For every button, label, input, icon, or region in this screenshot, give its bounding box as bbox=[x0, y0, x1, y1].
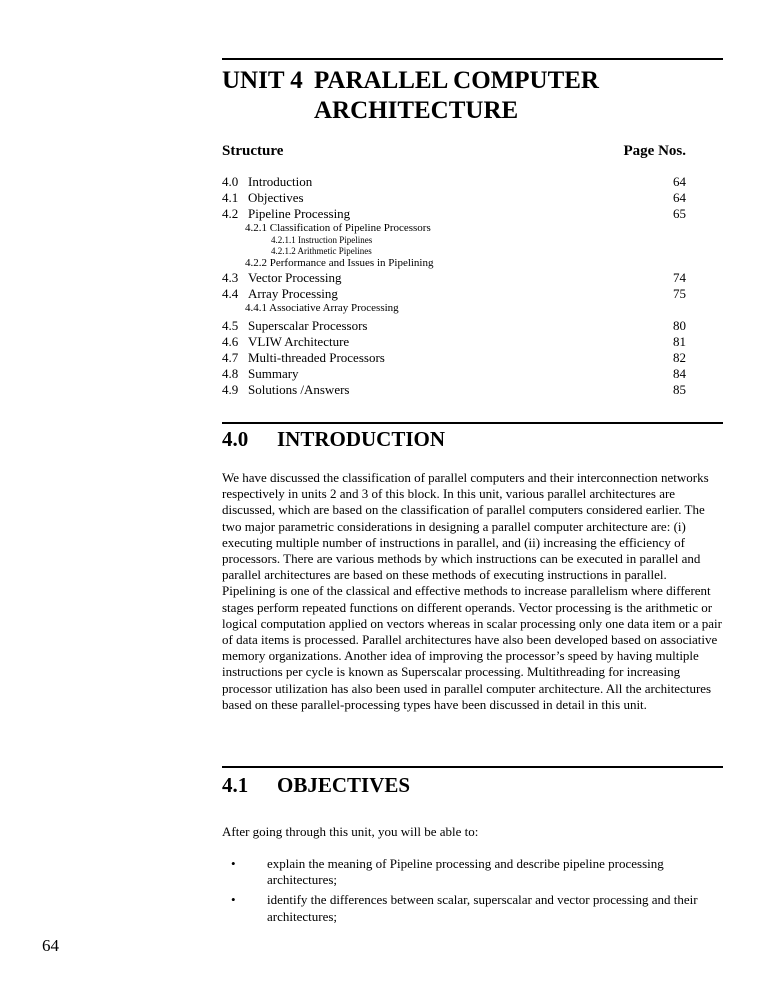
toc-entry-4-8 bbox=[222, 366, 723, 382]
bullet-icon: • bbox=[231, 892, 236, 908]
objectives-list bbox=[222, 856, 723, 929]
section-title: INTRODUCTION bbox=[277, 427, 446, 451]
structure-header bbox=[222, 142, 723, 160]
section-rule-introduction bbox=[222, 422, 723, 424]
toc-subsubentry-4-2-1-2: 4.2.1.2 Arithmetic Pipelines bbox=[271, 246, 372, 256]
toc-entry-page: 81 bbox=[673, 334, 686, 349]
toc-entry-title: Introduction bbox=[248, 174, 313, 189]
toc-entry-number: 4.1 bbox=[222, 190, 239, 205]
toc-entry-4-9 bbox=[222, 382, 723, 398]
toc-entry-page: 85 bbox=[673, 382, 686, 397]
toc-entry-number: 4.8 bbox=[222, 366, 239, 381]
unit-number: UNIT 4 bbox=[222, 67, 303, 94]
toc-entry-page: 74 bbox=[673, 270, 686, 285]
unit-title bbox=[222, 66, 723, 126]
toc-entry-4-1 bbox=[222, 190, 723, 206]
toc-entry-page: 84 bbox=[673, 366, 686, 381]
toc-entry-4-4 bbox=[222, 286, 723, 302]
objective-text: explain the meaning of Pipeline processing and describe pipeline processing architectures; bbox=[267, 856, 664, 888]
toc-subentry-4-4-1: 4.4.1 Associative Array Processing bbox=[245, 302, 399, 314]
toc-subentry-4-2-1: 4.2.1 Classification of Pipeline Processors bbox=[245, 222, 431, 234]
objectives-intro: After going through this unit, you will be able to: bbox=[222, 824, 479, 839]
toc-entry-title: Summary bbox=[248, 366, 299, 381]
toc-entry-page: 64 bbox=[673, 190, 686, 205]
toc-entry-number: 4.7 bbox=[222, 350, 239, 365]
toc-entry-number: 4.3 bbox=[222, 270, 239, 285]
table-of-contents bbox=[222, 174, 723, 398]
section-title: OBJECTIVES bbox=[277, 773, 411, 797]
toc-entry-number: 4.2 bbox=[222, 206, 239, 221]
toc-entry-title: Array Processing bbox=[248, 286, 338, 301]
toc-subsubentry-4-2-1-1: 4.2.1.1 Instruction Pipelines bbox=[271, 235, 373, 245]
objective-text: identify the differences between scalar, superscalar and vector processing and their architectures; bbox=[267, 892, 698, 924]
top-rule bbox=[222, 58, 723, 60]
page-nos-heading: Page Nos. bbox=[623, 143, 686, 159]
introduction-heading bbox=[222, 426, 723, 452]
toc-entry-title: Multi-threaded Processors bbox=[248, 350, 385, 365]
toc-entry-number: 4.6 bbox=[222, 334, 239, 349]
list-item bbox=[222, 856, 723, 888]
toc-subentry-4-2-2: 4.2.2 Performance and Issues in Pipelining bbox=[245, 257, 434, 269]
toc-entry-number: 4.0 bbox=[222, 174, 239, 189]
toc-entry-title: Pipeline Processing bbox=[248, 206, 351, 221]
introduction-paragraph: We have discussed the classification of parallel computers and their interconnection networks respectively in units 2 and 3 of this block. In this unit, various parallel architectures are discussed, which are based on the classification of parallel computers considered earlier. The two major parametric considerations in designing a parallel computer architecture are: (i) executing multiple number of instructions in parallel, and (ii) increasing the efficiency of processors. There are various methods by which instructions can be executed in parallel and parallel architectures are based on these methods of executing instructions in parallel. Pipelining is one of the classical and effective methods to increase parallelism where different stages perform repeated functions on different operands. Vector processing is the arithmetic or logical computation applied on vectors whereas in scalar processing only one data item or a pair of data items is processed. Parallel architectures have also been developed based on associative memory organizations. Another idea of improving the processor’s speed by having multiple instructions per cycle is known as Superscalar processing. Multithreading for increasing processor utilization has also been used in parallel computer architecture. All the architectures based on these parallel-processing types have been discussed in detail in this unit. bbox=[222, 470, 722, 712]
list-item bbox=[222, 892, 723, 924]
section-number: 4.0 bbox=[222, 427, 249, 451]
page-number: 64 bbox=[42, 936, 59, 955]
toc-entry-number: 4.9 bbox=[222, 382, 239, 397]
toc-entry-4-5 bbox=[222, 318, 723, 334]
unit-title-line1: PARALLEL COMPUTER bbox=[314, 67, 599, 94]
toc-entry-4-6 bbox=[222, 334, 723, 350]
toc-entry-title: Objectives bbox=[248, 190, 304, 205]
toc-entry-4-0 bbox=[222, 174, 723, 190]
toc-entry-page: 64 bbox=[673, 174, 686, 189]
toc-entry-title: Superscalar Processors bbox=[248, 318, 368, 333]
toc-entry-4-2 bbox=[222, 206, 723, 222]
toc-entry-page: 65 bbox=[673, 206, 686, 221]
toc-entry-page: 82 bbox=[673, 350, 686, 365]
structure-heading: Structure bbox=[222, 143, 284, 159]
toc-entry-page: 75 bbox=[673, 286, 686, 301]
toc-entry-title: VLIW Architecture bbox=[248, 334, 350, 349]
bullet-icon: • bbox=[231, 856, 236, 871]
section-number: 4.1 bbox=[222, 773, 249, 797]
objectives-heading bbox=[222, 772, 723, 798]
toc-entry-title: Vector Processing bbox=[248, 270, 342, 285]
toc-entry-4-3 bbox=[222, 270, 723, 286]
toc-entry-page: 80 bbox=[673, 318, 686, 333]
section-rule-objectives bbox=[222, 766, 723, 768]
toc-entry-4-7 bbox=[222, 350, 723, 366]
unit-title-line2: ARCHITECTURE bbox=[314, 97, 519, 124]
toc-entry-number: 4.4 bbox=[222, 286, 239, 301]
toc-entry-title: Solutions /Answers bbox=[248, 382, 350, 397]
toc-entry-number: 4.5 bbox=[222, 318, 239, 333]
